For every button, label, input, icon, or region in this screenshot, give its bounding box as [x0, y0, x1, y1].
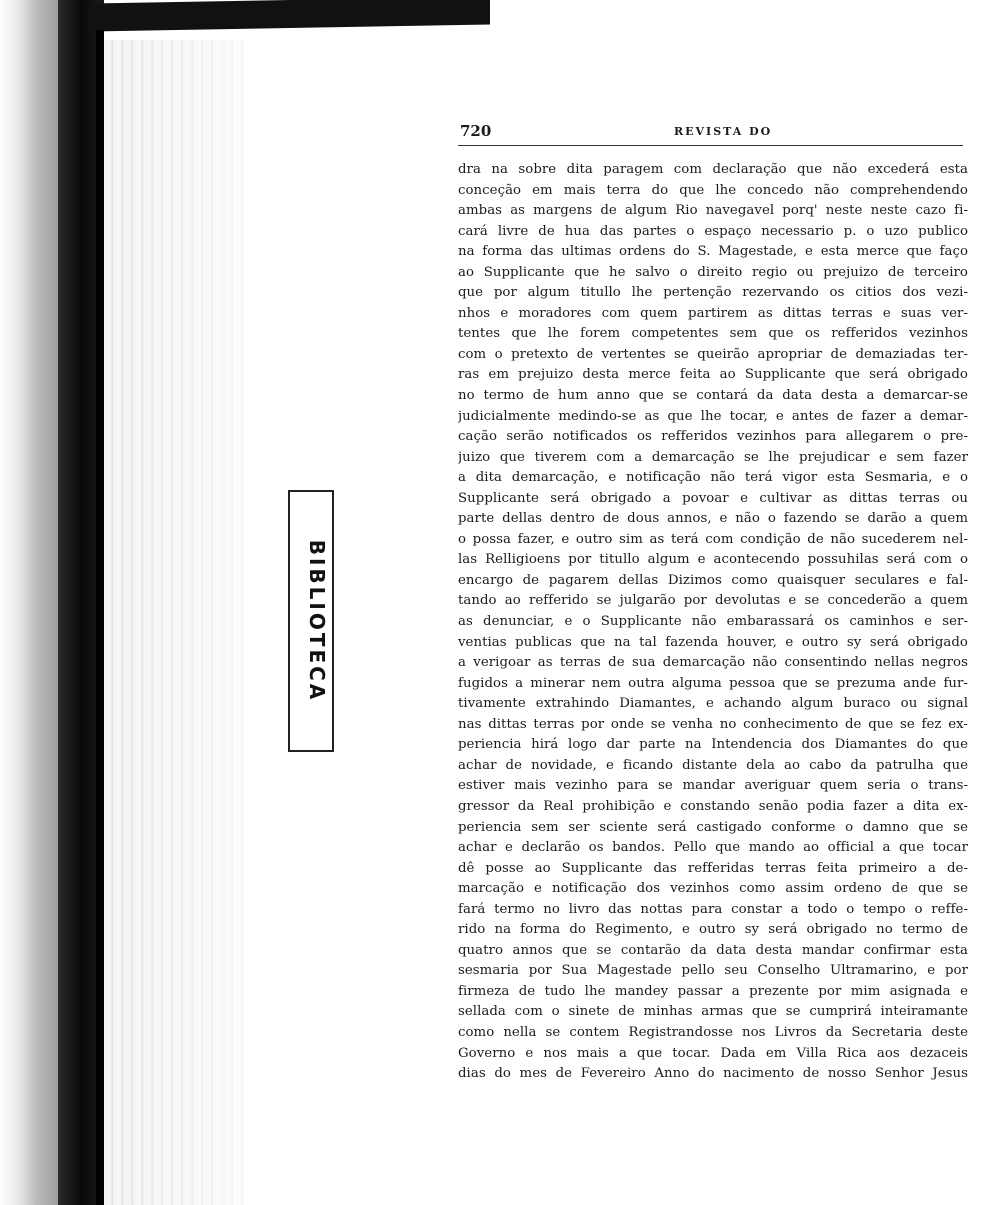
text-line: como nella se contem Registrandosse nos Livros da Secretaria deste	[458, 1024, 968, 1040]
text-line: las Relligioens por titullo algum e acontecendo possuhilas será com o	[458, 552, 968, 568]
text-line: achar e declarão os bandos. Pello que mando ao official a que tocar	[458, 840, 968, 856]
library-stamp	[288, 490, 334, 752]
page-edge-fade	[104, 40, 284, 1205]
text-line: tivamente extrahindo Diamantes, e achando algum buraco ou signal	[458, 696, 968, 712]
running-head: REVISTA DO	[674, 125, 773, 138]
scan-top-band	[90, 0, 490, 31]
text-line: estiver mais vezinho para se mandar averiguar quem seria o trans-	[458, 778, 968, 794]
text-line: quatro annos que se contarão da data desta mandar confirmar esta	[458, 942, 968, 958]
text-line: a verigoar as terras de sua demarcação não consentindo nellas negros	[458, 655, 968, 671]
text-line: achar de novidade, e ficando distante dela ao cabo da patrulha que	[458, 757, 968, 773]
text-line: rido na forma do Regimento, e outro sy será obrigado no termo de	[458, 922, 968, 938]
page-number: 720	[460, 122, 492, 140]
header-rule	[458, 145, 963, 146]
text-line: dê posse ao Supplicante das refferidas terras feita primeiro a de-	[458, 860, 968, 876]
text-line: gressor da Real prohibição e constando senão podia fazer a dita ex-	[458, 798, 968, 814]
text-line: na forma das ultimas ordens do S. Magestade, e esta merce que faço	[458, 244, 968, 260]
stamp-title: BIBLIOTECA	[305, 539, 329, 703]
text-line: cação serão notificados os refferidos vezinhos para allegarem o pre-	[458, 429, 968, 445]
book-gutter	[0, 0, 300, 1205]
text-line: encargo de pagarem dellas Dizimos como quaisquer seculares e fal-	[458, 572, 968, 588]
text-line: sesmaria por Sua Magestade pello seu Conselho Ultramarino, e por	[458, 963, 968, 979]
text-line: ras em prejuizo desta merce feita ao Supplicante que será obrigado	[458, 367, 968, 383]
text-line: o possa fazer, e outro sim as terá com condição de não sucederem nel-	[458, 531, 968, 547]
text-line: periencia sem ser sciente será castigado conforme o damno que se	[458, 819, 968, 835]
text-line: firmeza de tudo lhe mandey passar a prezente por mim asignada e	[458, 983, 968, 999]
text-line: sellada com o sinete de minhas armas que se cumprirá inteiramante	[458, 1004, 968, 1020]
text-line: ambas as margens de algum Rio navegavel porq' neste neste cazo fi-	[458, 203, 968, 219]
text-line: parte dellas dentro de dous annos, e não o fazendo se darão a quem	[458, 511, 968, 527]
text-line: juizo que tiverem com a demarcação se lhe prejudicar e sem fazer	[458, 449, 968, 465]
text-line: conceção em mais terra do que lhe concedo não comprehendendo	[458, 182, 968, 198]
body-text	[458, 160, 968, 1085]
text-line: as denunciar, e o Supplicante não embarassará os caminhos e ser-	[458, 614, 968, 630]
binding-edge	[96, 30, 104, 1205]
text-line: Governo e nos mais a que tocar. Dada em Villa Rica aos dezaceis	[458, 1045, 968, 1061]
text-line: Supplicante será obrigado a povoar e cultivar as dittas terras ou	[458, 490, 968, 506]
text-line: judicialmente medindo-se as que lhe tocar, e antes de fazer a demar-	[458, 408, 968, 424]
text-line: com o pretexto de vertentes se queirão apropriar de demaziadas ter-	[458, 346, 968, 362]
text-line: periencia hirá logo dar parte na Intendencia dos Diamantes do que	[458, 737, 968, 753]
text-line: fugidos a minerar nem outra alguma pessoa que se prezuma ande fur-	[458, 675, 968, 691]
text-line: a dita demarcação, e notificação não terá vigor esta Sesmaria, e o	[458, 470, 968, 486]
text-line: tentes que lhe forem competentes sem que os refferidos vezinhos	[458, 326, 968, 342]
text-line: ventias publicas que na tal fazenda houver, e outro sy será obrigado	[458, 634, 968, 650]
text-line: fará termo no livro das nottas para constar a todo o tempo o reffe-	[458, 901, 968, 917]
text-line: que por algum titullo lhe pertenção rezervando os citios dos vezi-	[458, 285, 968, 301]
text-line: tando ao refferido se julgarão por devolutas e se concederão a quem	[458, 593, 968, 609]
text-line: cará livre de hua das partes o espaço necessario p. o uzo publico	[458, 223, 968, 239]
text-line: no termo de hum anno que se contará da data desta a demarcar-se	[458, 388, 968, 404]
text-line: marcação e notificação dos vezinhos como assim ordeno de que se	[458, 881, 968, 897]
text-line: nas dittas terras por onde se venha no conhecimento de que se fez ex-	[458, 716, 968, 732]
gutter-shadow	[0, 0, 60, 1205]
text-line: dias do mes de Fevereiro Anno do nacimento de nosso Senhor Jesus	[458, 1066, 968, 1082]
page-header	[458, 122, 968, 146]
text-line: dra na sobre dita paragem com declaração que não excederá esta	[458, 162, 968, 177]
text-line: nhos e moradores com quem partirem as dittas terras e suas ver-	[458, 305, 968, 321]
text-line: ao Supplicante que he salvo o direito regio ou prejuizo de terceiro	[458, 264, 968, 280]
